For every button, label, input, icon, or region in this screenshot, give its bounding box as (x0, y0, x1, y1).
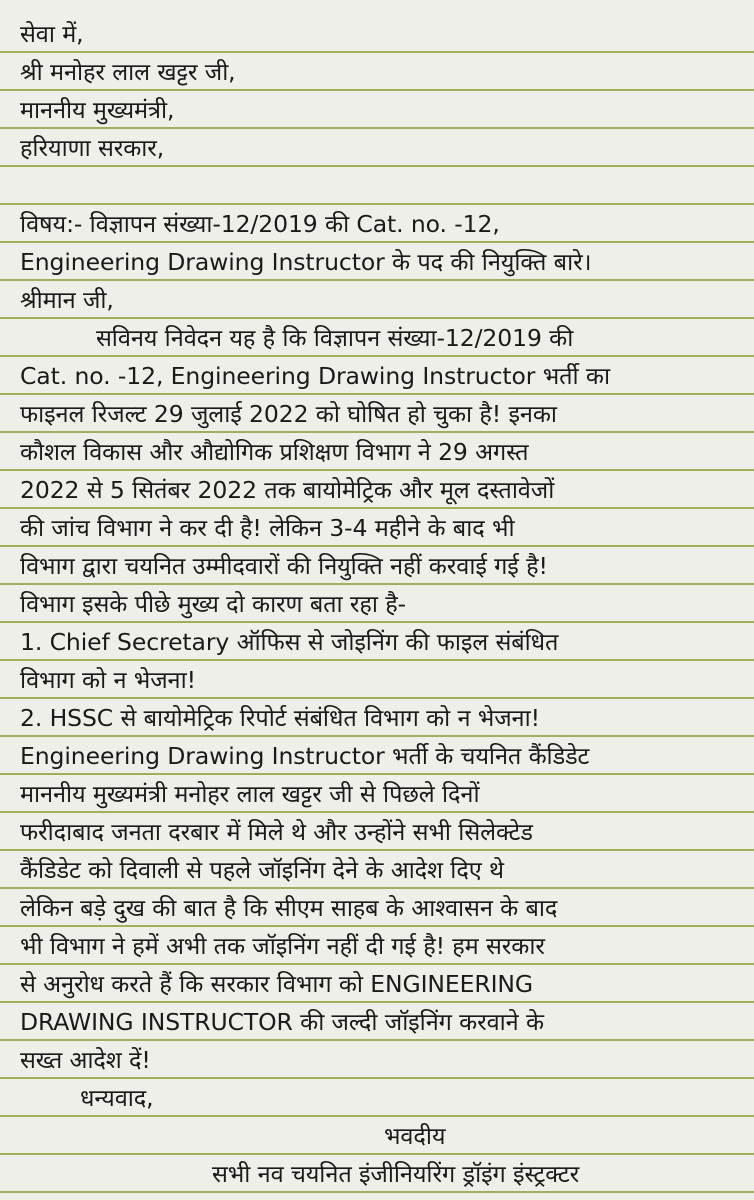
salutation: श्रीमान जी, (20, 286, 114, 314)
body-line-1: सविनय निवेदन यह है कि विज्ञापन संख्या-12/2019 की (96, 324, 574, 352)
body-line-14: फरीदाबाद जनता दरबार में मिले थे और उन्होंने सभी सिलेक्टेड (20, 818, 533, 846)
body-line-20: सख्त आदेश दें! (20, 1046, 151, 1074)
body-line-16: लेकिन बड़े दुख की बात है कि सीएम साहब के आश्वासन के बाद (20, 894, 558, 922)
body-line-2: Cat. no. -12, Engineering Drawing Instructor भर्ती का (20, 362, 610, 390)
address-line-1: सेवा में, (20, 20, 84, 48)
address-line-3: माननीय मुख्यमंत्री, (20, 96, 175, 124)
subject-line-2: Engineering Drawing Instructor के पद की नियुक्ति बारे। (20, 248, 592, 276)
body-line-5: 2022 से 5 सितंबर 2022 तक बायोमेट्रिक और मूल दस्तावेजों (20, 476, 555, 504)
body-line-7: विभाग द्वारा चयनित उम्मीदवारों की नियुक्ति नहीं करवाई गई है! (20, 552, 548, 580)
body-line-18: से अनुरोध करते हैं कि सरकार विभाग को ENGINEERING (20, 970, 534, 998)
body-line-11: 2. HSSC से बायोमेट्रिक रिपोर्ट संबंधित विभाग को न भेजना! (20, 704, 540, 732)
body-line-3: फाइनल रिजल्ट 29 जुलाई 2022 को घोषित हो चुका है! इनका (20, 400, 557, 428)
address-line-2: श्री मनोहर लाल खट्टर जी, (20, 58, 236, 86)
body-line-4: कौशल विकास और औद्योगिक प्रशिक्षण विभाग ने 29 अगस्त (20, 438, 529, 466)
body-line-8: विभाग इसके पीछे मुख्य दो कारण बता रहा है- (20, 590, 406, 618)
body-line-10: विभाग को न भेजना! (20, 666, 196, 694)
sign-off: भवदीय (384, 1122, 446, 1150)
body-line-15: कैंडिडेट को दिवाली से पहले जॉइनिंग देने के आदेश दिए थे (20, 856, 504, 884)
body-line-6: की जांच विभाग ने कर दी है! लेकिन 3-4 महीने के बाद भी (20, 514, 515, 542)
body-line-12: Engineering Drawing Instructor भर्ती के चयनित कैंडिडेट (20, 742, 590, 770)
body-line-17: भी विभाग ने हमें अभी तक जॉइनिंग नहीं दी गई है! हम सरकार (20, 932, 545, 960)
body-line-19: DRAWING INSTRUCTOR की जल्दी जॉइनिंग करवाने के (20, 1008, 544, 1036)
body-line-9: 1. Chief Secretary ऑफिस से जोइनिंग की फाइल संबंधित (20, 628, 559, 656)
subject-line-1: विषय:- विज्ञापन संख्या-12/2019 की Cat. no. -12, (20, 210, 500, 238)
address-line-4: हरियाणा सरकार, (20, 134, 165, 162)
body-line-13: माननीय मुख्यमंत्री मनोहर लाल खट्टर जी से पिछले दिनों (20, 780, 480, 808)
closing: धन्यवाद, (80, 1084, 154, 1112)
signature: सभी नव चयनित इंजीनियरिंग ड्रॉइंग इंस्ट्रक्टर (212, 1160, 580, 1188)
